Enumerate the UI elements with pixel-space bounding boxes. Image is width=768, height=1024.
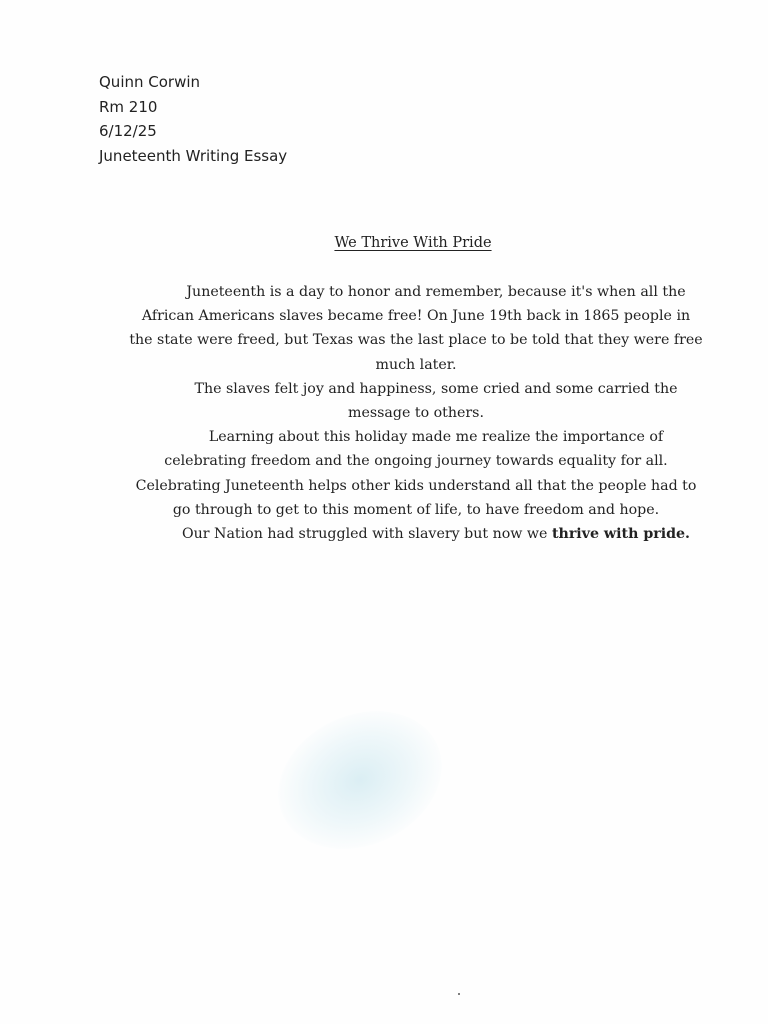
- text-line: The slaves felt joy and happiness, some cried and some carried the: [194, 380, 678, 397]
- room-number: Rm 210: [99, 97, 158, 116]
- assignment-title: Juneteenth Writing Essay: [99, 146, 288, 165]
- closing-emphasis: thrive with pride.: [551, 526, 690, 543]
- paragraph-3: [96, 425, 736, 522]
- paragraph-2: [96, 377, 736, 425]
- closing-text: Our Nation had struggled with slavery but now we: [181, 526, 552, 543]
- student-header: [99, 70, 287, 168]
- student-name: Quinn Corwin: [99, 73, 201, 91]
- text-line: celebrating freedom and the ongoing journey towards equality for all.: [164, 453, 668, 470]
- essay-date: 6/12/25: [99, 122, 157, 140]
- text-line: [96, 522, 736, 546]
- text-line: message to others.: [348, 405, 484, 422]
- paragraph-4: [96, 522, 736, 546]
- essay-body: [96, 280, 736, 546]
- text-line: Juneteenth is a day to honor and remember, because it's when all the: [186, 284, 686, 300]
- text-line: Celebrating Juneteenth helps other kids understand all that the people had to: [135, 477, 697, 494]
- text-line: go through to get to this moment of life, to have freedom and hope.: [172, 501, 660, 518]
- text-line: African Americans slaves became free! On June 19th back in 1865 people in: [141, 308, 691, 325]
- paragraph-1: [96, 280, 736, 377]
- paper-smudge: [255, 685, 464, 875]
- text-line: much later.: [375, 356, 457, 373]
- paper-speck: [458, 993, 460, 995]
- essay-title: We Thrive With Pride: [334, 235, 492, 251]
- text-line: the state were freed, but Texas was the last place to be told that they were free: [129, 332, 703, 349]
- text-line: Learning about this holiday made me realize the importance of: [208, 429, 664, 446]
